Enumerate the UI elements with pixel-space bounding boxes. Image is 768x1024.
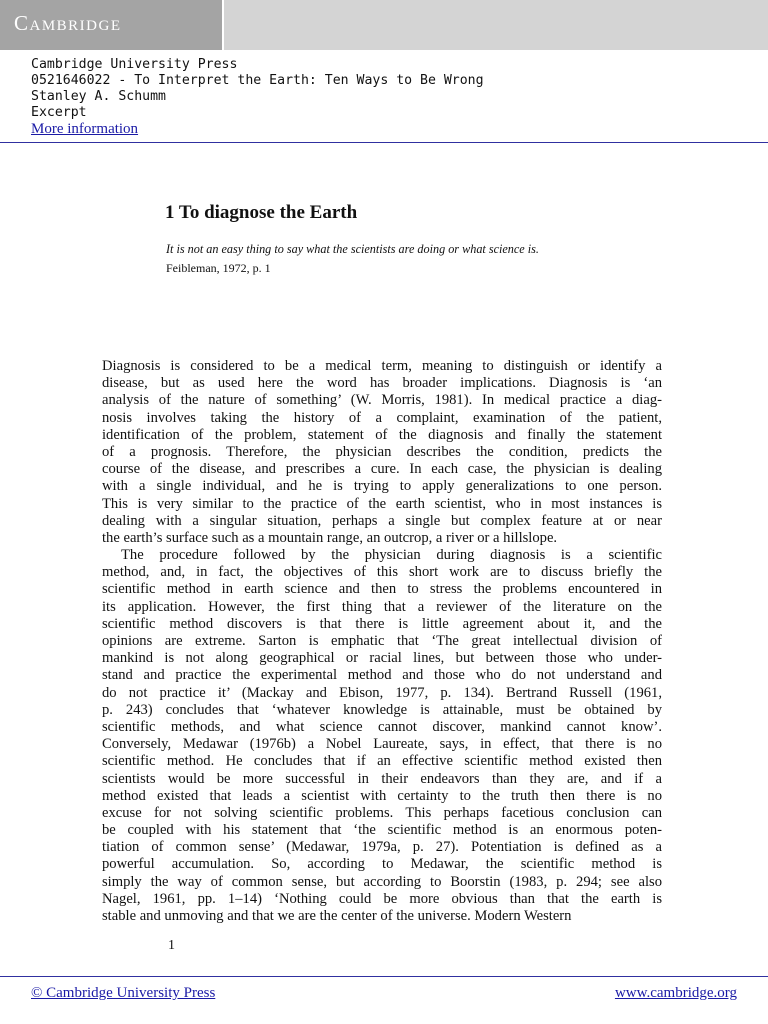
- body-line: opinions are extreme. Sarton is emphatic that ‘The great intellectual division of: [102, 633, 662, 649]
- body-line: simply the way of common sense, but according to Boorstin (1983, p. 294; see also: [102, 873, 662, 890]
- body-line: excuse for not solving scientific problems. This perhaps facetious conclusion can: [102, 804, 662, 821]
- body-line: Diagnosis is considered to be a medical term, meaning to distinguish or identify a: [102, 358, 662, 374]
- body-line: with a single individual, and he is trying to apply generalizations to one person.: [102, 478, 662, 495]
- body-line: mankind is not along geographical or racial lines, but between those who under-: [102, 650, 662, 667]
- body-line: scientific method discovers is that there is little agreement about it, and the: [102, 615, 662, 632]
- body-line: scientific method in earth science and then to stress the problems encountered in: [102, 581, 662, 598]
- publisher-line: Cambridge University Press: [31, 57, 238, 72]
- body-line: scientific method. He concludes that if an effective scientific method existed then: [102, 753, 662, 770]
- body-line: be coupled with his statement that ‘the scientific method is an enormous poten-: [102, 822, 662, 839]
- more-information-link[interactable]: More information: [31, 121, 139, 137]
- body-line: identification of the problem, statement of the diagnosis and finally the statement: [102, 426, 662, 443]
- body-line: This is very similar to the practice of the earth scientist, who in most instances is: [102, 495, 662, 512]
- body-line: analysis of the nature of something’ (W. Morris, 1981). In medical practice a diag-: [102, 392, 662, 409]
- chapter-title: 1 To diagnose the Earth: [165, 202, 358, 223]
- banner-fill: [224, 0, 768, 50]
- copyright-link[interactable]: © Cambridge University Press: [31, 985, 216, 1001]
- body-line: stand and practice the experimental method and those who do not understand and: [102, 667, 662, 684]
- body-line: scientists would be more successful in their endeavors than they are, and if a: [102, 770, 662, 787]
- body-line: of a prognosis. Therefore, the physician describes the condition, predicts the: [102, 443, 662, 460]
- body-line: stable and unmoving and that we are the center of the universe. Modern Western: [102, 908, 572, 924]
- body-line: powerful accumulation. So, according to Medawar, the scientific method is: [102, 856, 662, 873]
- body-line: Conversely, Medawar (1976b) a Nobel Laureate, says, in effect, that there is no: [102, 736, 662, 753]
- body-line: course of the disease, and prescribes a cure. In each case, the physician is dealing: [102, 461, 662, 478]
- website-link[interactable]: www.cambridge.org: [614, 985, 737, 1001]
- book-metadata: [31, 57, 484, 138]
- chapter-body-text: [102, 358, 662, 925]
- epigraph-source: Feibleman, 1972, p. 1: [166, 261, 271, 275]
- footer-divider: [0, 976, 768, 977]
- isbn-title-line: 0521646022 - To Interpret the Earth: Ten Ways to Be Wrong: [31, 73, 484, 88]
- body-line: p. 243) concludes that ‘whatever knowledge is attainable, must be obtained by: [102, 701, 662, 718]
- body-line: disease, but as used here the word has broader implications. Diagnosis is ‘an: [102, 375, 662, 392]
- logo-text: Cambridge: [14, 11, 122, 35]
- page-number: 1: [168, 938, 175, 953]
- body-line: nosis involves taking the history of a complaint, examination of the patient,: [102, 409, 662, 426]
- cambridge-logo: [0, 0, 222, 50]
- body-line: method, and, in fact, the objectives of this short work are to discuss briefly the: [102, 564, 662, 581]
- header-divider: [0, 142, 768, 143]
- body-line: tiation of common sense’ (Medawar, 1979a, p. 27). Potentiation is defined as a: [102, 839, 662, 856]
- body-line: Nagel, 1961, pp. 1–14) ‘Nothing could be more obvious than that the earth is: [102, 890, 662, 907]
- header-banner: [0, 0, 768, 50]
- body-line: the earth’s surface such as a mountain range, an outcrop, a river or a hillslope.: [102, 529, 558, 546]
- author-line: Stanley A. Schumm: [31, 89, 166, 104]
- body-line: dealing with a singular situation, perhaps a single but complex feature at or near: [102, 512, 662, 529]
- body-line: The procedure followed by the physician during diagnosis is a scientific: [121, 547, 662, 564]
- body-line: scientific methods, and what science cannot discover, mankind cannot know’.: [102, 718, 662, 735]
- body-line: its application. However, the first thing that a reviewer of the literature on the: [102, 598, 662, 615]
- epigraph-quote: It is not an easy thing to say what the scientists are doing or what science is.: [166, 242, 539, 256]
- body-line: do not practice it’ (Mackay and Ebison, 1977, p. 134). Bertrand Russell (1961,: [102, 684, 662, 701]
- body-line: method existed that leads a scientist with certainty to the truth then there is no: [102, 787, 662, 804]
- excerpt-line: Excerpt: [31, 105, 87, 120]
